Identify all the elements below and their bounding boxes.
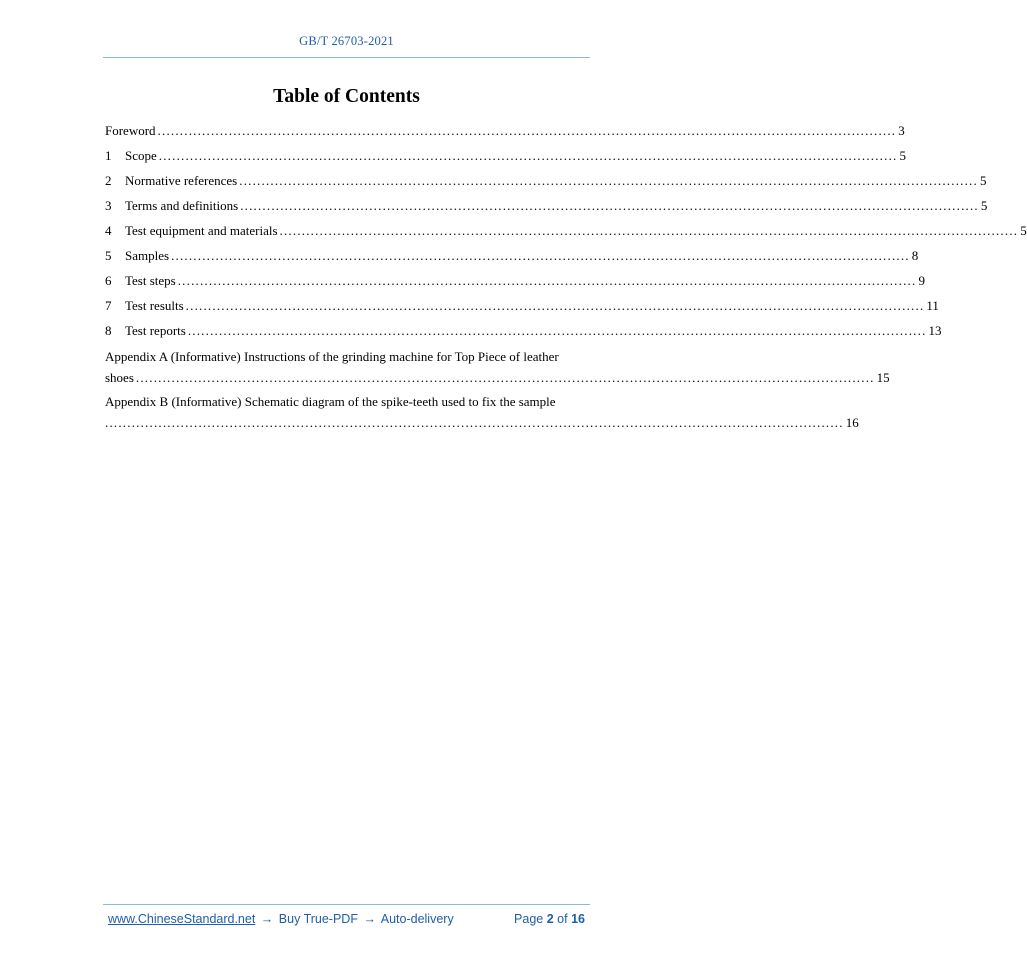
arrow-right-icon: → xyxy=(260,912,274,926)
toc-leader-dots: ...................................................................................................................................................................... xyxy=(279,223,1019,238)
toc-entry-page: 8 xyxy=(911,248,919,263)
toc-entry-test-reports[interactable] xyxy=(105,320,942,345)
toc-entry-number: 2 xyxy=(105,173,112,188)
toc-entry-text: Test steps xyxy=(125,273,176,288)
toc-entry-normative-references[interactable] xyxy=(105,170,987,195)
toc-entry-text: Test reports xyxy=(125,323,186,338)
toc-entry-test-results[interactable] xyxy=(105,295,939,320)
header-divider xyxy=(103,57,590,58)
total-pages-number: 16 xyxy=(571,912,585,926)
toc-entry-text: Foreword xyxy=(105,123,156,138)
page-indicator xyxy=(514,912,585,926)
toc-entry-page: 5 xyxy=(1020,223,1027,238)
toc-entry-page: 3 xyxy=(898,123,905,138)
current-page-number: 2 xyxy=(546,912,554,926)
footer xyxy=(108,912,585,926)
arrow-right-icon: → xyxy=(363,912,376,926)
toc-entry-number: 1 xyxy=(105,148,112,163)
toc-entry-number: 4 xyxy=(105,223,112,238)
toc-entry-page: 15 xyxy=(876,370,890,385)
toc-entry-text: Test results xyxy=(125,298,184,313)
toc-entry-foreword[interactable] xyxy=(105,120,905,145)
table-of-contents xyxy=(105,120,1027,433)
toc-leader-dots: ...................................................................................................................................................................... xyxy=(239,173,978,188)
toc-entry-number: 7 xyxy=(105,298,112,313)
toc-entry-number: 8 xyxy=(105,323,112,338)
toc-entry-number: 3 xyxy=(105,198,112,213)
toc-entry-text: Scope xyxy=(125,148,157,163)
toc-entry-text: Normative references xyxy=(125,173,238,188)
footer-left xyxy=(108,912,454,926)
toc-entry-terms-and-definitions[interactable] xyxy=(105,195,988,220)
toc-entry-appendix-a[interactable] xyxy=(105,346,890,388)
header-standard-code: GB/T 26703-2021 xyxy=(299,34,394,48)
toc-leader-dots: ...................................................................................................................................................................... xyxy=(158,148,898,163)
toc-entry-text: Samples xyxy=(125,248,170,263)
auto-delivery-text: Auto-delivery xyxy=(380,912,454,926)
of-label: of xyxy=(557,912,568,926)
toc-leader-dots: ...................................................................................................................................................................... xyxy=(171,248,910,263)
toc-entry-text: Appendix B (Informative) Schematic diagram of the spike-teeth used to fix the sample xyxy=(105,394,556,409)
toc-entry-test-equipment[interactable] xyxy=(105,220,1027,245)
toc-entry-text: Appendix A (Informative) Instructions of the grinding machine for Top Piece of leather xyxy=(105,349,559,364)
footer-divider xyxy=(103,904,590,905)
toc-entry-samples[interactable] xyxy=(105,245,919,270)
buy-true-pdf-text: Buy True-PDF xyxy=(278,912,358,926)
toc-entry-page: 13 xyxy=(928,323,942,338)
page-label: Page xyxy=(514,912,544,926)
toc-entry-page: 11 xyxy=(926,298,939,313)
toc-entry-page: 5 xyxy=(979,173,987,188)
toc-entry-page: 5 xyxy=(899,148,906,163)
toc-title: Table of Contents xyxy=(273,86,420,107)
toc-leader-dots: ...................................................................................................................................................................... xyxy=(157,123,897,138)
toc-entry-number: 6 xyxy=(105,273,112,288)
toc-entry-appendix-b[interactable] xyxy=(105,391,859,433)
toc-leader-dots: ...................................................................................................................................................................... xyxy=(135,370,875,385)
toc-entry-text-continued: shoes xyxy=(105,370,134,385)
toc-leader-dots: ...................................................................................................................................................................... xyxy=(185,298,925,313)
toc-leader-dots: ...................................................................................................................................................................... xyxy=(187,323,927,338)
toc-leader-dots: ...................................................................................................................................................................... xyxy=(105,415,844,430)
toc-entry-scope[interactable] xyxy=(105,145,906,170)
chinesestandard-link[interactable]: www.ChineseStandard.net xyxy=(108,912,256,926)
toc-leader-dots: ...................................................................................................................................................................... xyxy=(240,198,979,213)
toc-entry-page: 9 xyxy=(918,273,925,288)
toc-entry-number: 5 xyxy=(105,248,112,263)
toc-entry-page: 16 xyxy=(845,415,859,430)
toc-entry-text: Terms and definitions xyxy=(125,198,239,213)
toc-entry-test-steps[interactable] xyxy=(105,270,925,295)
toc-leader-dots: ...................................................................................................................................................................... xyxy=(177,273,917,288)
toc-entry-page: 5 xyxy=(980,198,988,213)
toc-entry-text: Test equipment and materials xyxy=(125,223,278,238)
